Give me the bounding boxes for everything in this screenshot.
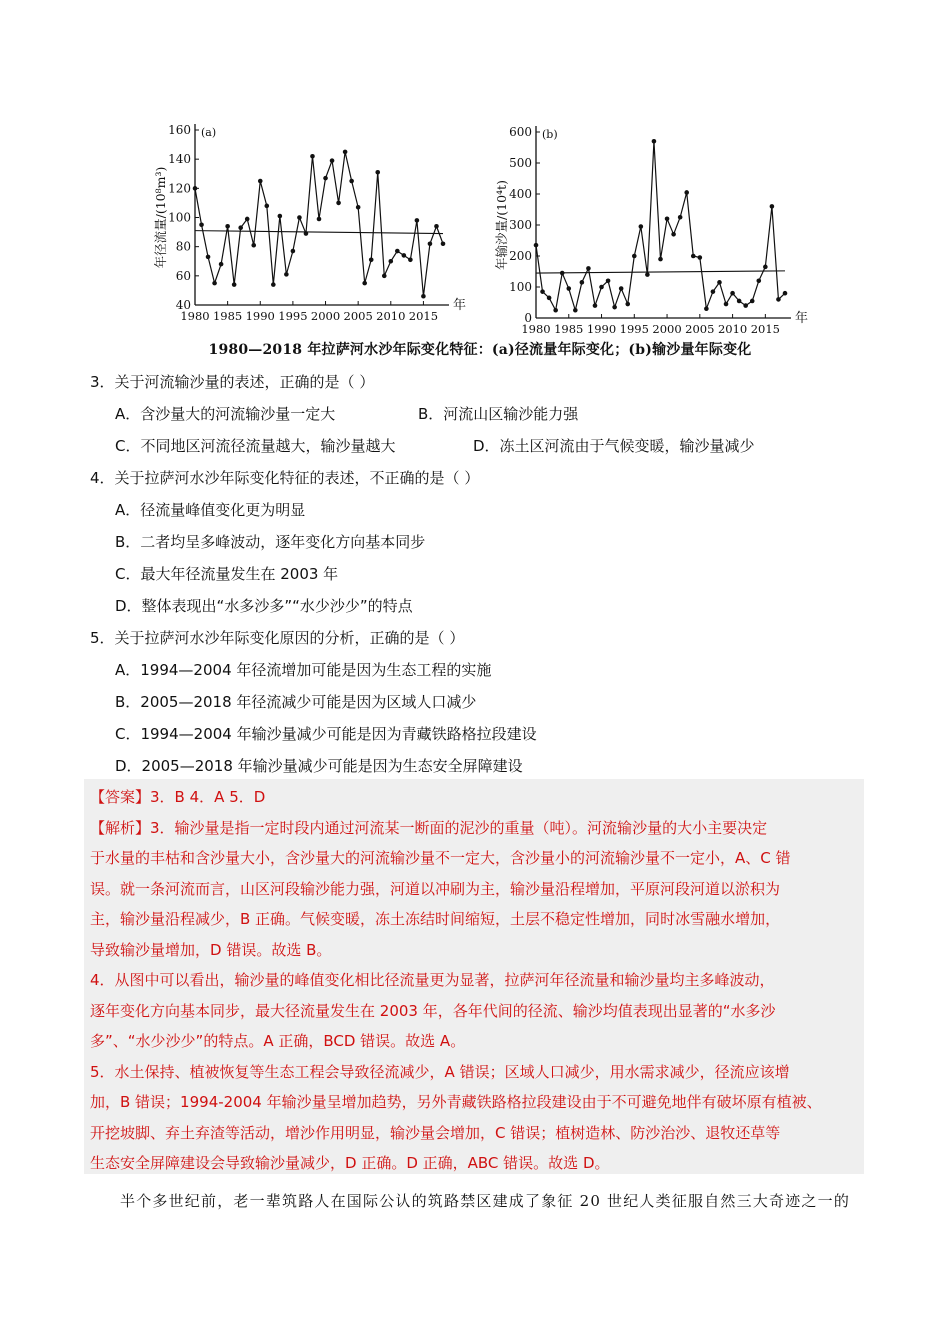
data-point xyxy=(212,281,217,286)
y-tick-label: 100 xyxy=(168,210,191,225)
data-point xyxy=(251,243,256,248)
analysis-line-4: 主，输沙量沿程减少，B 正确。气候变暖，冻土冻结时间缩短，土层不稳定性增加，同时冰雪融水增加， xyxy=(90,910,781,928)
data-point xyxy=(553,308,558,313)
data-point xyxy=(284,272,289,277)
series-line xyxy=(536,141,785,310)
data-point xyxy=(704,306,709,311)
data-point xyxy=(356,205,361,210)
data-point xyxy=(612,305,617,310)
question-4-stem: 4．关于拉萨河水沙年际变化特征的表述，不正确的是（ ） xyxy=(90,469,480,487)
analysis-line-5: 导致输沙量增加，D 错误。故选 B。 xyxy=(90,940,332,959)
data-point xyxy=(225,224,230,229)
data-point xyxy=(323,176,328,181)
q4-option-b: B．二者均呈多峰波动，逐年变化方向基本同步 xyxy=(115,533,426,551)
y-tick-label: 40 xyxy=(175,298,191,312)
figure-caption: 1980—2018 年拉萨河水沙年际变化特征：(a)径流量年际变化；(b)输沙量年际变化 xyxy=(208,342,752,358)
answer-text: 3．B 4．A 5．D xyxy=(150,788,266,806)
analysis-label: 【解析】 xyxy=(90,818,151,837)
analysis-line-3: 误。就一条河流而言，山区河段输沙能力强，河道以冲刷为主，输沙量沿程增加，平原河段河道以淤积为 xyxy=(90,879,781,898)
data-point xyxy=(388,259,393,264)
y-tick-label: 60 xyxy=(175,268,191,283)
y-axis-label: 年输沙量/(10⁴t) xyxy=(494,180,509,270)
series-line xyxy=(195,152,443,296)
answer-line xyxy=(90,787,265,807)
data-point xyxy=(245,217,250,222)
data-point xyxy=(639,224,644,229)
data-point xyxy=(232,282,237,287)
y-tick-label: 140 xyxy=(168,152,191,167)
data-point xyxy=(671,232,676,237)
q5-option-d: D．2005—2018 年输沙量减少可能是因为生态安全屏障建设 xyxy=(115,757,523,775)
trend-line xyxy=(536,271,785,273)
data-point xyxy=(434,224,439,229)
y-axis-label: 年径流量/(10⁸m³) xyxy=(153,166,168,269)
data-point xyxy=(599,285,604,290)
data-point xyxy=(540,289,545,294)
data-point xyxy=(375,170,380,175)
chart-runoff xyxy=(145,112,475,337)
data-point xyxy=(428,241,433,246)
analysis-line-2: 于水量的丰枯和含沙量大小，含沙量大的河流输沙量不一定大，含沙量小的河流输沙量不一定小，A、C 错 xyxy=(90,849,791,867)
analysis-line-6: 4．从图中可以看出，输沙量的峰值变化相比径流量更为显著，拉萨河年径流量和输沙量均主多峰波动， xyxy=(90,971,775,989)
data-point xyxy=(304,231,309,236)
data-point xyxy=(343,150,348,155)
data-point xyxy=(402,253,407,258)
trend-line xyxy=(195,231,443,234)
data-point xyxy=(730,291,735,296)
y-tick-label: 80 xyxy=(175,239,191,254)
data-point xyxy=(362,281,367,286)
q3-option-a: A．含沙量大的河流输沙量一定大 xyxy=(115,405,336,423)
data-point xyxy=(711,289,716,294)
data-point xyxy=(310,154,315,159)
data-point xyxy=(238,225,243,230)
x-tick-label: 1990 xyxy=(245,309,275,323)
analysis-line-10: 加，B 错误；1994-2004 年输沙量呈增加趋势，另外青藏铁路格拉段建设由于不可避免地伴有破坏原有植被、 xyxy=(90,1093,822,1111)
analysis-line-11: 开挖坡脚、弃土弃渣等活动，增沙作用明显，输沙量会增加，C 错误；植树造林、防沙治沙、退牧还草等 xyxy=(90,1123,781,1142)
data-point xyxy=(336,201,341,206)
data-point xyxy=(415,218,420,223)
x-tick-label: 2000 xyxy=(310,309,341,323)
x-tick-label: 1985 xyxy=(554,322,584,336)
q3-option-b: B．河流山区输沙能力强 xyxy=(418,405,579,423)
data-point xyxy=(271,282,276,287)
data-point xyxy=(219,262,224,267)
y-tick-label: 100 xyxy=(509,280,532,294)
data-point xyxy=(698,255,703,260)
data-point xyxy=(684,190,689,195)
q3-option-d: D．冻土区河流由于气候变暖，输沙量减少 xyxy=(473,437,755,455)
q5-option-a: A．1994—2004 年径流增加可能是因为生态工程的实施 xyxy=(115,661,492,679)
x-tick-label: 1990 xyxy=(586,322,617,336)
data-point xyxy=(264,204,269,209)
x-tick-label: 1980 xyxy=(180,309,210,323)
x-tick-label: 1995 xyxy=(619,322,649,336)
data-point xyxy=(625,302,630,307)
data-point xyxy=(586,266,591,271)
data-point xyxy=(330,158,335,163)
data-point xyxy=(560,271,565,276)
analysis-line-9: 5．水土保持、植被恢复等生态工程会导致径流减少，A 错误；区域人口减少，用水需求减少，径流应该增 xyxy=(90,1062,790,1081)
data-point xyxy=(750,299,755,304)
figure xyxy=(145,112,815,362)
panel-label: (b) xyxy=(542,128,558,141)
x-tick-label: 2015 xyxy=(408,309,439,323)
data-point xyxy=(317,217,322,222)
y-tick-label: 600 xyxy=(509,125,532,139)
x-tick-label: 2000 xyxy=(652,322,682,336)
data-point xyxy=(632,254,637,259)
q4-option-d: D．整体表现出“水多沙多”“水少沙少”的特点 xyxy=(115,597,413,615)
data-point xyxy=(619,286,624,291)
data-point xyxy=(737,299,742,304)
panel-label: (a) xyxy=(201,126,217,139)
analysis-line-12: 生态安全屏障建设会导致输沙量减少，D 正确。D 正确，ABC 错误。故选 D。 xyxy=(90,1154,610,1172)
data-point xyxy=(658,257,663,262)
data-point xyxy=(593,303,598,308)
analysis-text: 3．输沙量是指一定时段内通过河流某一断面的泥沙的重量（吨）。河流输沙量的大小主要决定 xyxy=(150,818,768,837)
data-point xyxy=(441,241,446,246)
y-tick-label: 120 xyxy=(168,181,191,196)
data-point xyxy=(580,280,585,285)
data-point xyxy=(566,286,571,291)
data-point xyxy=(724,302,729,307)
data-point xyxy=(408,257,413,262)
data-point xyxy=(199,222,204,227)
data-point xyxy=(573,308,578,313)
q5-option-b: B．2005—2018 年径流减少可能是因为区域人口减少 xyxy=(115,693,477,711)
data-point xyxy=(678,215,683,220)
data-point xyxy=(770,204,775,209)
data-point xyxy=(776,297,781,302)
data-point xyxy=(652,139,657,144)
x-tick-label: 2005 xyxy=(343,309,373,323)
data-point xyxy=(258,179,263,184)
data-point xyxy=(278,214,283,219)
x-unit-label: 年 xyxy=(453,298,467,313)
data-point xyxy=(193,186,198,191)
analysis-line-8: 多”、“水少沙少”的特点。A 正确，BCD 错误。故选 A。 xyxy=(90,1032,466,1050)
question-3-stem: 3．关于河流输沙量的表述，正确的是（ ） xyxy=(90,373,375,391)
y-tick-label: 200 xyxy=(509,249,532,263)
data-point xyxy=(756,279,761,284)
q5-option-c: C．1994—2004 年输沙量减少可能是因为青藏铁路格拉段建设 xyxy=(115,725,537,743)
data-point xyxy=(717,280,722,285)
x-tick-label: 2010 xyxy=(376,309,406,323)
y-tick-label: 160 xyxy=(168,123,191,137)
q4-option-c: C．最大年径流量发生在 2003 年 xyxy=(115,565,339,583)
data-point xyxy=(291,249,296,254)
data-point xyxy=(369,257,374,262)
data-point xyxy=(606,279,611,284)
x-unit-label: 年 xyxy=(795,311,809,326)
x-tick-label: 1995 xyxy=(278,309,308,323)
question-5-stem: 5．关于拉萨河水沙年际变化原因的分析，正确的是（ ） xyxy=(90,629,465,647)
x-tick-label: 1985 xyxy=(212,309,243,323)
data-point xyxy=(297,215,302,220)
x-tick-label: 2015 xyxy=(750,322,780,336)
data-point xyxy=(645,272,650,277)
data-point xyxy=(395,249,400,254)
chart-sediment xyxy=(480,112,815,337)
data-point xyxy=(534,243,539,248)
passage-text: 半个多世纪前，老一辈筑路人在国际公认的筑路禁区建成了象征 20 世纪人类征服自然三大奇迹之一的 xyxy=(120,1192,851,1210)
y-tick-label: 500 xyxy=(509,156,532,170)
x-tick-label: 2010 xyxy=(717,322,748,336)
analysis-line-1 xyxy=(90,818,767,838)
q4-option-a: A．径流量峰值变化更为明显 xyxy=(115,501,306,519)
data-point xyxy=(206,255,211,260)
data-point xyxy=(743,303,748,308)
q3-option-c: C．不同地区河流径流量越大，输沙量越大 xyxy=(115,437,396,455)
data-point xyxy=(349,179,354,184)
data-point xyxy=(547,296,552,301)
data-point xyxy=(665,217,670,222)
x-tick-label: 2005 xyxy=(685,322,715,336)
y-tick-label: 0 xyxy=(524,311,532,325)
data-point xyxy=(382,274,387,279)
answer-label: 【答案】 xyxy=(90,788,151,806)
data-point xyxy=(421,294,426,299)
y-tick-label: 300 xyxy=(509,218,532,232)
x-tick-label: 1980 xyxy=(521,322,551,336)
data-point xyxy=(763,265,768,270)
analysis-line-7: 逐年变化方向基本同步，最大径流量发生在 2003 年，各年代间的径流、输沙均值表现出显著的“水多沙 xyxy=(90,1001,776,1020)
y-tick-label: 400 xyxy=(509,187,532,201)
data-point xyxy=(783,291,788,296)
data-point xyxy=(691,254,696,259)
